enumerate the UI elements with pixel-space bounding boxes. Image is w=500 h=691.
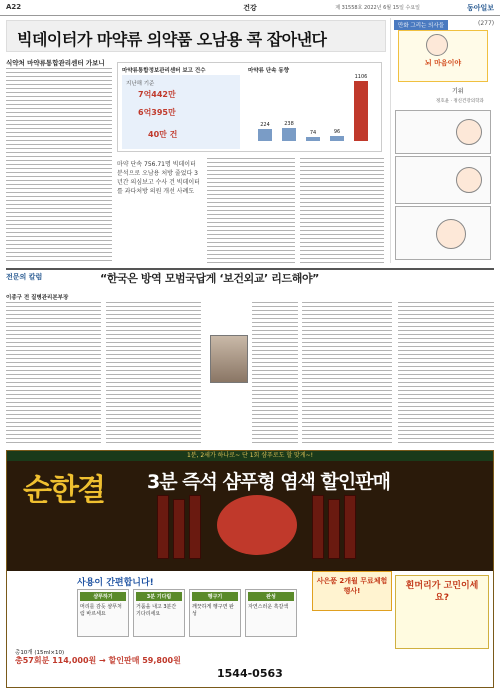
ad-phone-number: 1544-0563 [217,667,283,680]
infographic-title-2: 마약류 단속 동향 [248,68,290,74]
ad-step-4 [245,589,297,637]
ad-step-text: 머리를 감듯 샴푸처럼 바르세요 [80,604,122,617]
article-headline: 빅데이터가 마약류 의약품 오남용 콕 잡아낸다 [6,20,386,52]
cartoon-panel-1 [395,110,491,154]
stat-label: 지난해 기준 [126,81,155,87]
ad-step-text: 깨끗하게 헹구면 완성 [192,604,234,617]
bar-chart [248,75,378,149]
product-bottle-icon [173,499,185,559]
bar-chart-value: 74 [309,130,317,136]
ad-price-line: 총10개 (15ml×10) [15,650,65,656]
article-body-column-1 [6,68,112,264]
bar-chart-value: 96 [333,128,341,135]
character-face-icon [426,34,448,56]
ad-price-box [15,649,205,665]
ad-step-title: 3분 기다림 [136,592,182,601]
opinion-body-column-4 [302,302,392,446]
cartoon-number: (277) [478,20,495,27]
opinion-title: “한국은 방역 모범국답게 ‘보건외교’ 리드해야” [100,272,320,285]
character-face-icon [436,219,466,249]
cartoon-caption: 기위 [452,88,464,95]
pull-quote: 마약 단속 756.71명 빅데이터분석으로 오남용 처방 줄었다 3년간 의심보고 수사 건 빅데이터를 과다처방 의원 개선 사례도 [117,161,200,195]
opinion-label: 전문의 칼럼 [6,273,43,281]
product-bottle-icon [328,499,340,559]
character-face-icon [456,119,482,145]
ad-event-box: 사은품 2개월 무료체험 행사! [312,571,392,611]
product-bottle-icon [344,495,356,559]
opinion-body-column-5 [398,302,494,446]
cartoon-title: 뇌 마음이야 [424,58,462,67]
cartoon-panel-3 [395,206,491,260]
discount-burst [217,495,297,555]
article-body-column-2 [207,158,295,264]
ad-step-2 [133,589,185,637]
paper-logo: 동아일보 [466,3,494,12]
opinion-body-column-1 [6,302,101,446]
bar-chart-value: 238 [284,121,294,128]
cartoon-panel-2 [395,156,491,204]
bar-chart-value: 224 [260,121,270,128]
bar-chart-bar [330,136,344,141]
bar-chart-bar [282,128,296,141]
infographic-title-1: 마약류통합정보관리센터 보고 건수 [122,68,206,74]
cartoon-credit: 정호윤 · 정신건강의학과 [436,99,484,104]
ad-step-1 [77,589,129,637]
article-subhead: 식약처 마약류통합관리센터 가보니 [6,59,105,67]
stat-value-3: 40만 건 [148,130,178,139]
page-number: A22 [6,3,22,11]
bar-chart-bar [354,81,368,141]
ad-step-title: 샴푸하기 [80,592,126,601]
ad-top-banner: 1분, 2세가 하나로~ 단 1회 샴푸로도 할 맞게~! [7,451,493,461]
ad-step-text: 거품을 내고 3분간 기다리세요 [136,604,177,617]
advertisement [6,450,494,688]
issue-date: 제 31558호 2022년 6월 15일 수요일 [335,5,420,11]
cartoon-series-tag: 만화 그리는 의사들 [394,20,448,30]
ad-headline: 3분 즉석 샴푸형 염색 할인판매 [147,471,390,493]
article-body-column-3 [300,158,384,264]
ad-price-total: 총57회분 114,000원 → 할인판매 59,800원 [15,656,181,665]
columnist-photo [210,335,248,383]
bar-chart-bar [258,129,272,141]
ad-step-title: 완성 [248,592,294,601]
stat-value-1: 7억442만 [138,90,176,99]
ad-step-text: 자연스러운 흑갈색 [248,604,289,610]
ad-brand: 순한결 [23,473,104,508]
infographic [117,62,382,152]
stat-value-2: 6억395만 [138,108,176,117]
opinion-body-column-3 [252,302,298,446]
ad-step-title: 헹구기 [192,592,238,601]
ad-easy-title: 사용이 간편합니다! [77,578,154,588]
product-bottle-icon [157,495,169,559]
page-header [0,0,500,16]
section-name: 건강 [243,4,257,12]
product-bottle-icon [189,495,201,559]
character-face-icon [456,167,482,193]
opinion-body-column-2 [106,302,201,446]
bar-chart-bar [306,137,320,141]
product-bottle-icon [312,495,324,559]
opinion-byline: 이종구 전 질병관리본부장 [6,295,69,301]
ad-step-3 [189,589,241,637]
ad-promo-box: 흰머리가 고민이세요? [395,575,489,649]
bar-chart-value: 1106 [354,74,368,80]
